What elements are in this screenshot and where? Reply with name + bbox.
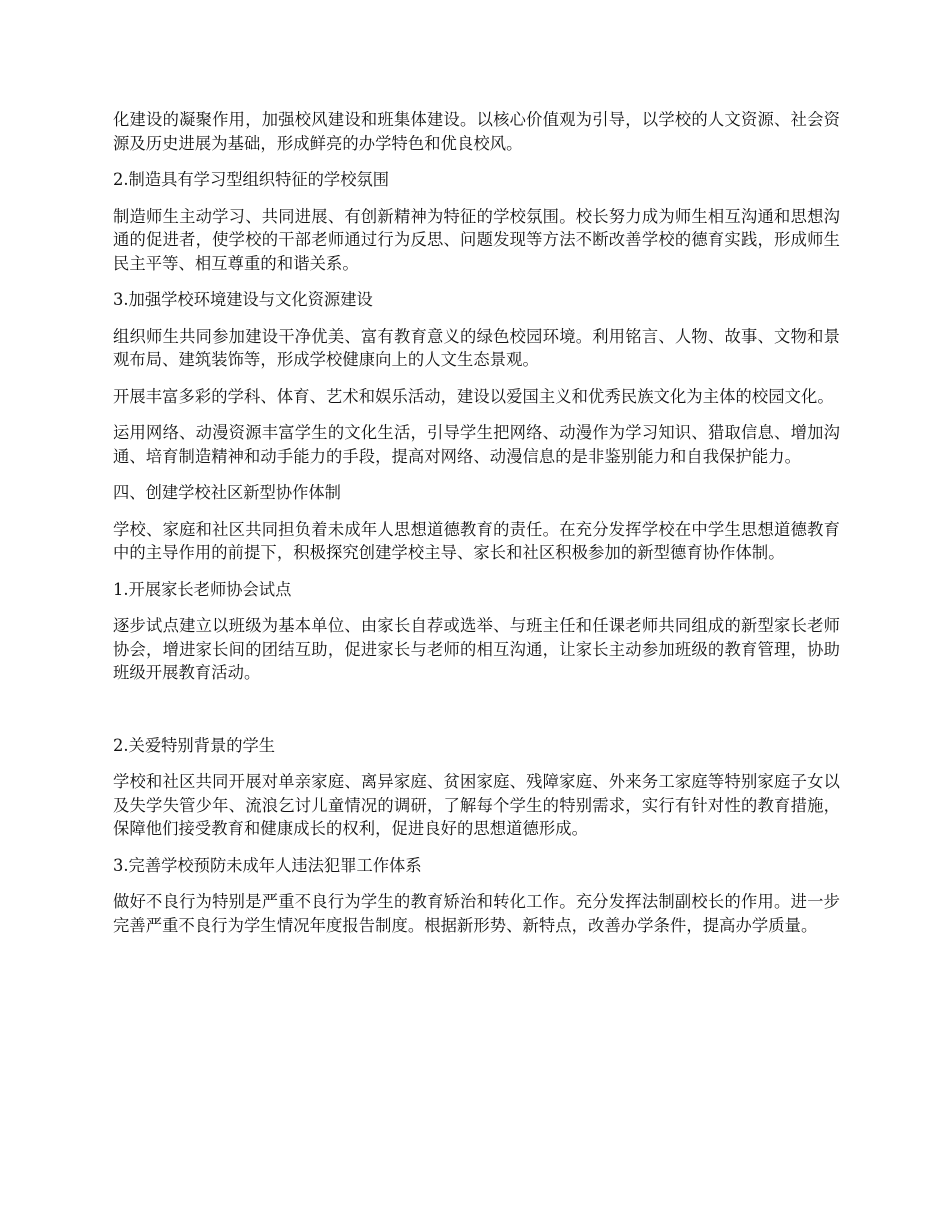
paragraph-learning-organization: 制造师生主动学习、共同进展、有创新精神为特征的学校氛围。校长努力成为师生相互沟通和思想沟通的促进者，使学校的干部老师通过行为反思、问题发现等方法不断改善学校的德育实践，形成师生民主平等、相互尊重的和谐关系。	[113, 206, 840, 273]
heading-environment-construction: 3.加强学校环境建设与文化资源建设	[113, 290, 373, 309]
paragraph-school-culture-intro: 化建设的凝聚作用，加强校风建设和班集体建设。以核心价值观为引导，以学校的人文资源、社会资源及历史进展为基础，形成鲜亮的办学特色和优良校风。	[113, 110, 840, 153]
paragraph-crime-prevention: 做好不良行为特别是严重不良行为学生的教育矫治和转化工作。充分发挥法制副校长的作用。进一步完善严重不良行为学生情况年度报告制度。根据新形势、新特点，改善办学条件，提高办学质量。	[113, 892, 840, 935]
paragraph-special-students: 学校和社区共同开展对单亲家庭、离异家庭、贫困家庭、残障家庭、外来务工家庭等特别家庭子女以及失学失管少年、流浪乞讨儿童情况的调研，了解每个学生的特别需求，实行有针对性的教育措施，保障他们接受教育和健康成长的权利，促进良好的思想道德形成。	[113, 772, 840, 838]
paragraph-campus-activities: 开展丰富多彩的学科、体育、艺术和娱乐活动，建设以爱国主义和优秀民族文化为主体的校园文化。	[113, 386, 834, 406]
paragraph-green-campus: 组织师生共同参加建设干净优美、富有教育意义的绿色校园环境。利用铭言、人物、故事、文物和景观布局、建筑装饰等，形成学校健康向上的人文生态景观。	[113, 326, 840, 369]
paragraph-network-animation: 运用网络、动漫资源丰富学生的文化生活，引导学生把网络、动漫作为学习知识、猎取信息、增加沟通、培育制造精神和动手能力的手段，提高对网络、动漫信息的是非鉴别能力和自我保护能力。	[113, 423, 840, 466]
heading-section-four: 四、创建学校社区新型协作体制	[113, 483, 341, 502]
heading-parent-teacher-association: 1.开展家长老师协会试点	[113, 579, 292, 599]
heading-learning-organization: 2.制造具有学习型组织特征的学校氛围	[113, 170, 390, 189]
document-body	[113, 108, 840, 937]
paragraph-cooperation-system: 学校、家庭和社区共同担负着未成年人思想道德教育的责任。在充分发挥学校在中学生思想道德教育中的主导作用的前提下，积极探究创建学校主导、家长和社区积极参加的新型德育协作体制。	[113, 519, 840, 562]
heading-special-students: 2.关爱特别背景的学生	[113, 735, 276, 755]
heading-crime-prevention: 3.完善学校预防未成年人违法犯罪工作体系	[113, 855, 422, 875]
paragraph-parent-teacher-association: 逐步试点建立以班级为基本单位、由家长自荐或选举、与班主任和任课老师共同组成的新型家长老师协会，增进家长间的团结互助，促进家长与老师的相互沟通，让家长主动参加班级的教育管理，协助班级开展教育活动。	[113, 616, 840, 682]
